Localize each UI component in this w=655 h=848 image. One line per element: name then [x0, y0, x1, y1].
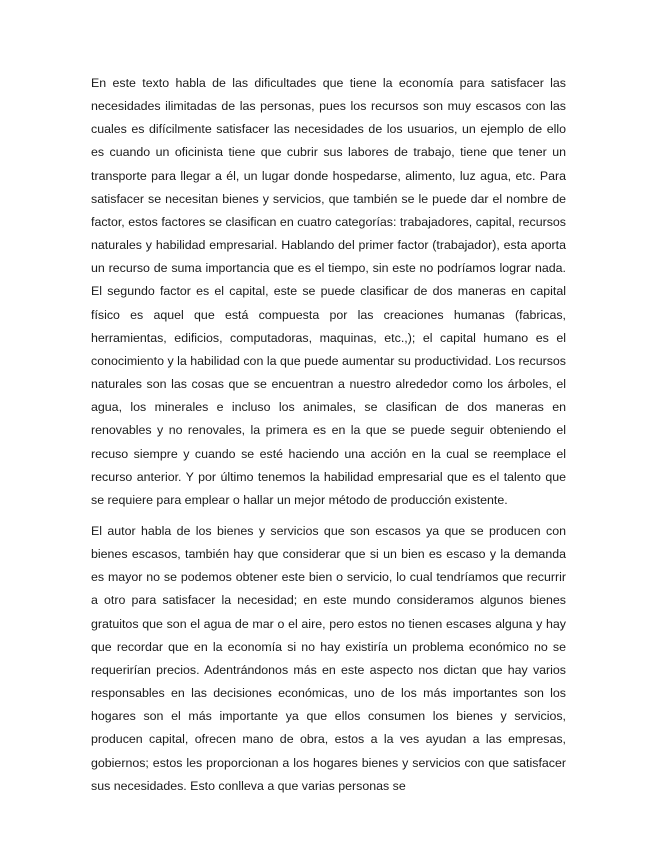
paragraph-2: El autor habla de los bienes y servicios que son escasos ya que se producen con bienes escasos, también hay que considerar que si un bien es escaso y la demanda es mayor no se podemos obtener este bien o servicio, lo cual tendríamos que recurrir a otro para satisfacer la necesidad; en este mundo consideramos algunos bienes gratuitos que son el agua de mar o el aire, pero estos no tienen escases alguna y hay que recordar que en la economía si no hay existiría un problema económico no se requerirían precios. Adentrándonos más en este aspecto nos dictan que hay varios responsables en las decisiones económicas, uno de los más importantes son los hogares son el más importante ya que ellos consumen los bienes y servicios, producen capital, ofrecen mano de obra, estos a la ves ayudan a las empresas, gobiernos; estos les proporcionan a los hogares bienes y servicios con que satisfacer sus necesidades. Esto conlleva a que varias personas se: [91, 523, 566, 793]
paragraph-1: En este texto habla de las dificultades que tiene la economía para satisfacer las necesidades ilimitadas de las personas, pues los recursos son muy escasos con las cuales es difícilmente satisfacer las necesidades de los usuarios, un ejemplo de ello es cuando un oficinista tiene que cubrir sus labores de trabajo, tiene que tener un transporte para llegar a él, un lugar donde hospedarse, alimento, luz agua, etc. Para satisfacer se necesitan bienes y servicios, que también se le puede dar el nombre de factor, estos factores se clasifican en cuatro categorías: trabajadores, capital, recursos naturales y habilidad empresarial. Hablando del primer factor (trabajador), esta aporta un recurso de suma importancia que es el tiempo, sin este no podríamos lograr nada. El segundo factor es el capital, este se puede clasificar de dos maneras en capital físico es aquel que está compuesta por las creaciones humanas (fabricas, herramientas, edificios, computadoras, maquinas, etc.,); el capital humano es el conocimiento y la habilidad con la que puede aumentar su productividad. Los recursos naturales son las cosas que se encuentran a nuestro alrededor como los árboles, el agua, los minerales e incluso los animales, se clasifican de dos maneras en renovables y no renovales, la primera es en la que se puede seguir obteniendo el recuso siempre y cuando se esté haciendo una acción en la cual se reemplace el recurso anterior. Y por último tenemos la habilidad empresarial que es el talento que se requiere para emplear o hallar un mejor método de producción existente.: [91, 76, 566, 507]
document-body: [91, 72, 566, 798]
